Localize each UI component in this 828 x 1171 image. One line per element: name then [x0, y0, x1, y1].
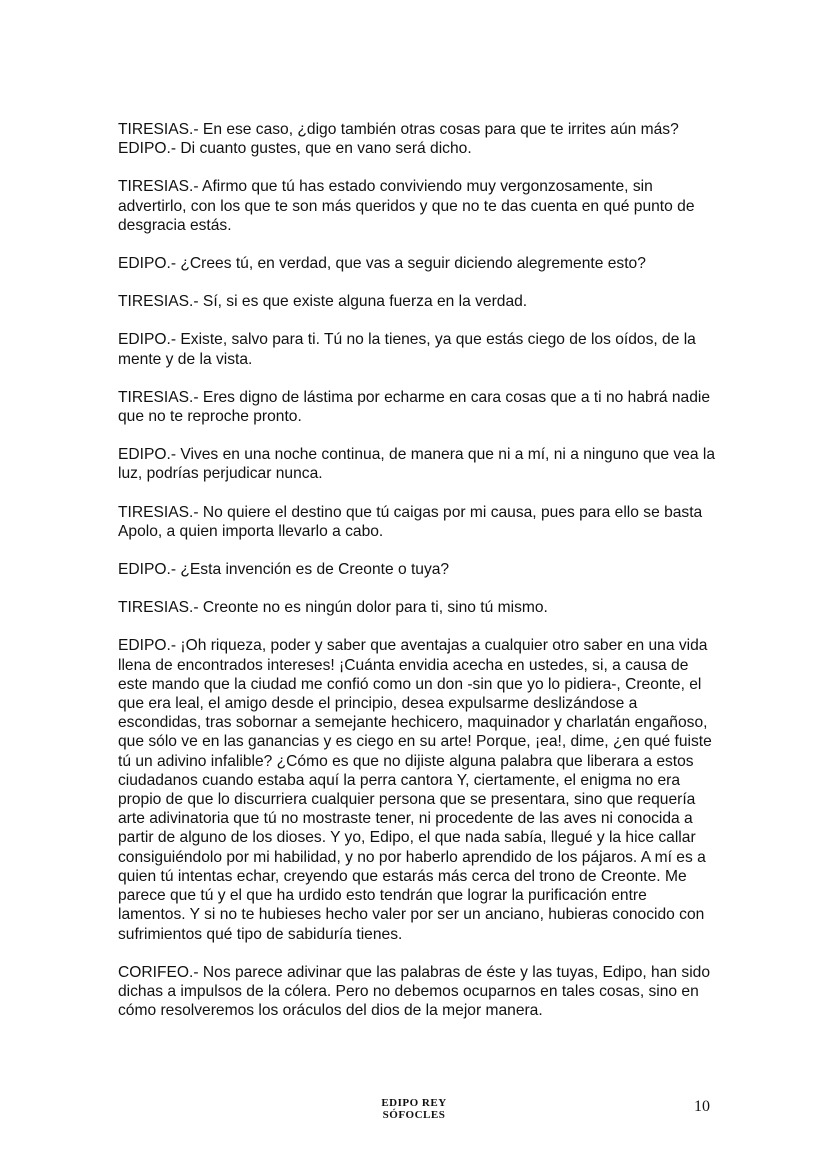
paragraph-tiresias-4: TIRESIAS.- Eres digno de lástima por echarme en cara cosas que a ti no habrá nadie que no te reproche pronto. [118, 388, 711, 426]
footer-author: SÓFOCLES [382, 1109, 446, 1121]
paragraph-edipo-6: EDIPO.- ¡Oh riqueza, poder y saber que aventajas a cualquier otro saber en una vida llena de encontrados intereses! ¡Cuánta envidia acecha en ustedes, si, a causa de este mando que la ciudad me confió como un don -sin que yo lo pidiera-, Creonte, el que era leal, el amigo desde el principio, desea expulsarme deslizándose a escondidas, tras sobornar a semejante hechicero, maquinador y charlatán engañoso, que sólo ve en las ganancias y es ciego en su arte! Porque, ¡ea!, dime, ¿en qué fuiste tú un adivino infalible? ¿Cómo es que no dijiste alguna palabra que liberara a estos ciudadanos cuando estaba aquí la perra cantora Y, ciertamente, el enigma no era propio de que lo discurriera cualquier persona que se presentara, sino que requería arte adivinatoria que tú no mostraste tener, ni procedente de las aves ni conocida a partir de alguno de los dioses. Y yo, Edipo, el que nada sabía, llegué y la hice callar consiguiéndolo por mi habilidad, y no por haberlo aprendido de los pájaros. A mí es a quien tú intentas echar, creyendo que estarás más cerca del trono de Creonte. Me parece que tú y el que ha urdido esto tendrán que lograr la purificación entre lamentos. Y si no te hubieses hecho valer por ser un anciano, hubieras conocido con sufrimientos qué tipo de sabiduría tienes. [118, 637, 712, 943]
paragraph-gap [118, 235, 718, 254]
paragraph-tiresias-2: TIRESIAS.- Afirmo que tú has estado conviviendo muy vergonzosamente, sin advertirlo, con los que te son más queridos y que no te das cuenta en qué punto de desgracia estás. [118, 178, 695, 234]
paragraph-gap [118, 617, 718, 636]
footer-title: EDIPO REY [381, 1097, 447, 1109]
paragraph-gap [118, 579, 718, 598]
paragraph-gap [118, 944, 718, 963]
paragraph-edipo-4: EDIPO.- Vives en una noche continua, de manera que ni a mí, ni a ninguno que vea la luz, podrías perjudicar nunca. [118, 446, 715, 483]
page-number: 10 [694, 1098, 710, 1115]
paragraph-gap [118, 311, 718, 330]
document-body [118, 120, 718, 1020]
paragraph-tiresias-5: TIRESIAS.- No quiere el destino que tú caigas por mi causa, pues para ello se basta Apolo, a quien importa llevarlo a cabo. [118, 503, 703, 540]
paragraph-edipo-1: EDIPO.- Di cuanto gustes, que en vano será dicho. [118, 140, 472, 158]
paragraph-gap [118, 369, 718, 388]
paragraph-tiresias-1: TIRESIAS.- En ese caso, ¿digo también otras cosas para que te irrites aún más? [118, 121, 679, 138]
paragraph-edipo-2: EDIPO.- ¿Crees tú, en verdad, que vas a seguir diciendo alegremente esto? [118, 255, 646, 273]
paragraph-gap [118, 273, 718, 292]
paragraph-gap [118, 484, 718, 503]
paragraph-tiresias-6: TIRESIAS.- Creonte no es ningún dolor para ti, sino tú mismo. [118, 599, 548, 617]
paragraph-corifeo-1: CORIFEO.- Nos parece adivinar que las palabras de éste y las tuyas, Edipo, han sido dichas a impulsos de la cólera. Pero no debemos ocuparnos en tales cosas, sino en cómo resolveremos los oráculos del dios de la mejor manera. [118, 963, 710, 1020]
paragraph-gap [118, 426, 718, 445]
paragraph-gap [118, 158, 718, 177]
paragraph-edipo-5: EDIPO.- ¿Esta invención es de Creonte o tuya? [118, 561, 450, 579]
paragraph-gap [118, 541, 718, 560]
paragraph-tiresias-3: TIRESIAS.- Sí, si es que existe alguna fuerza en la verdad. [118, 293, 528, 311]
paragraph-edipo-3: EDIPO.- Existe, salvo para ti. Tú no la tienes, ya que estás ciego de los oídos, de la mente y de la vista. [118, 331, 696, 368]
